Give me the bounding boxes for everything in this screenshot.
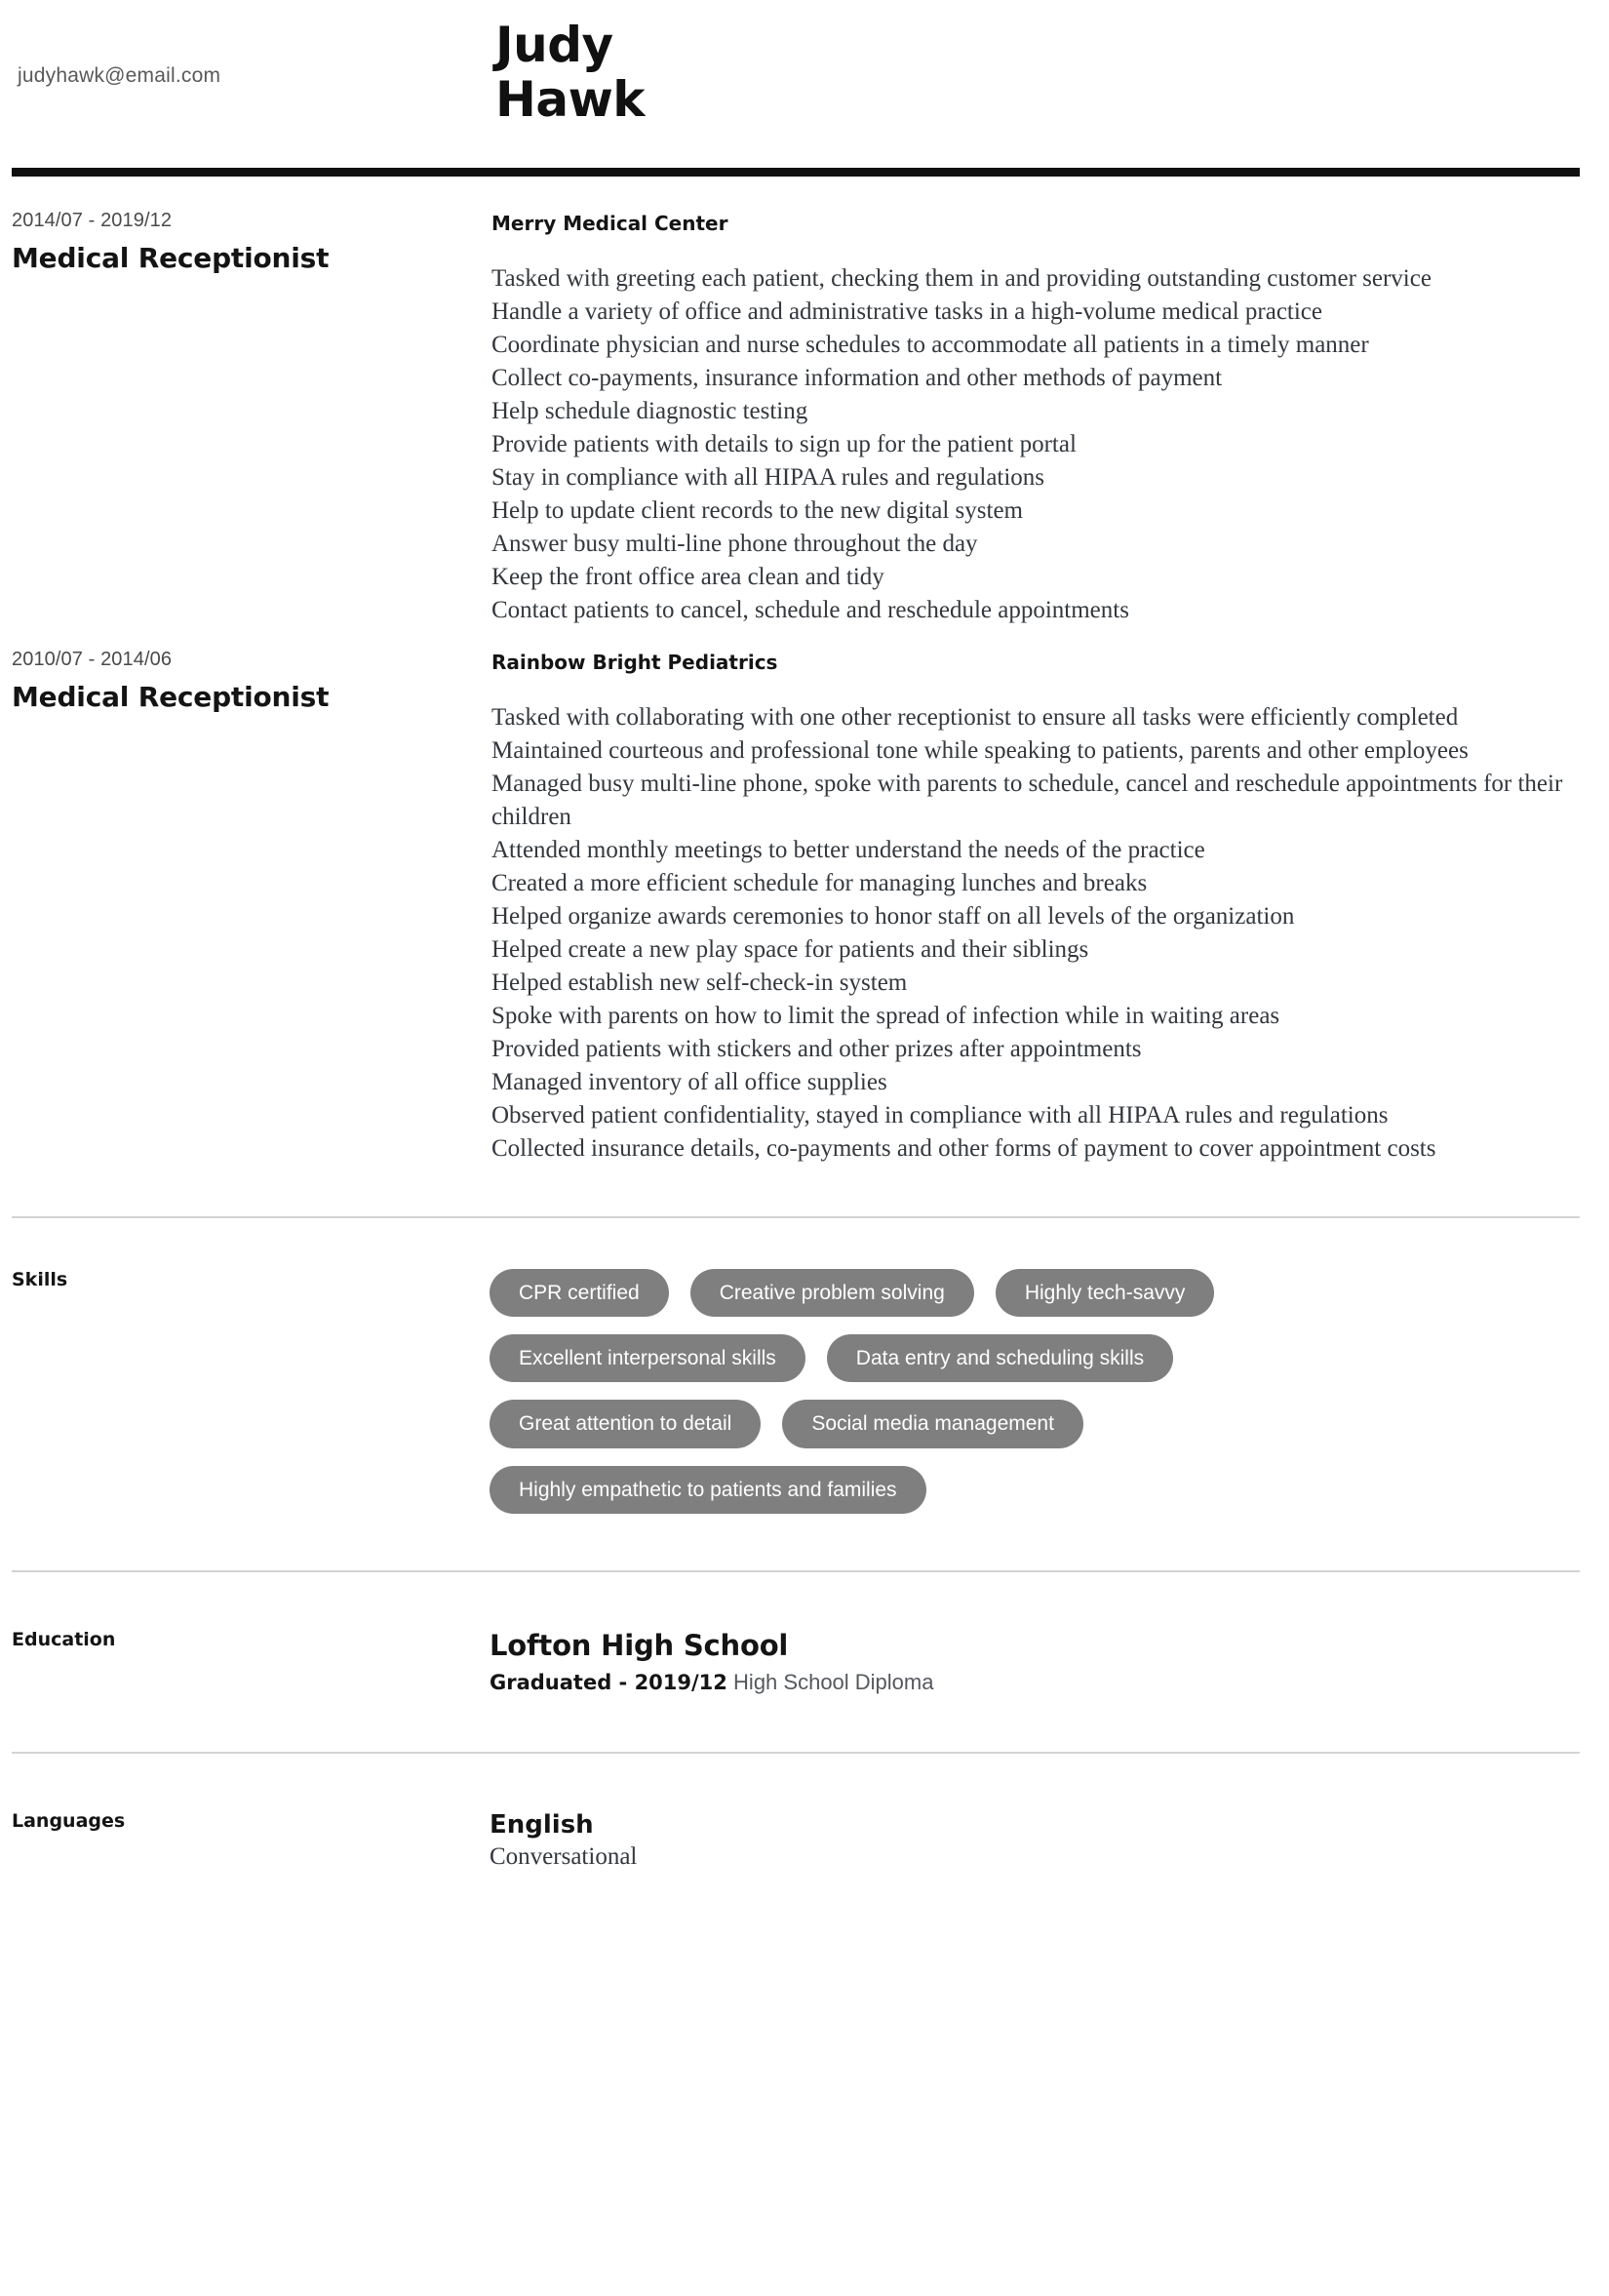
list-item: Help schedule diagnostic testing (491, 398, 808, 424)
degree-name: High School Diploma (733, 1669, 934, 1694)
experience-bullets (491, 701, 1580, 1166)
list-item: Spoke with parents on how to limit the spread of infection while in waiting areas (491, 1003, 1280, 1029)
experience-meta (12, 210, 490, 627)
experience-details (490, 649, 1580, 1166)
list-item: Coordinate physician and nurse schedules to accommodate all patients in a timely manner (491, 332, 1369, 358)
list-item: Keep the front office area clean and tidy (491, 564, 884, 590)
education-body (490, 1629, 1580, 1695)
skill-chip: CPR certified (490, 1269, 669, 1317)
list-item: Provide patients with details to sign up for the patient portal (491, 431, 1077, 457)
list-item: Tasked with collaborating with one other receptionist to ensure all tasks were efficiently completed (491, 704, 1459, 731)
first-name: Judy (495, 17, 613, 73)
list-item: Maintained courteous and professional tone while speaking to patients, parents and other employees (491, 737, 1469, 764)
skill-chip: Great attention to detail (490, 1400, 761, 1447)
list-item: Managed busy multi-line phone, spoke with parents to schedule, cancel and reschedule appointments for their children (491, 771, 1563, 830)
contact-block (18, 18, 486, 88)
candidate-name (486, 18, 1580, 127)
list-item: Attended monthly meetings to better understand the needs of the practice (491, 837, 1205, 863)
list-item: Tasked with greeting each patient, checking them in and providing outstanding customer service (491, 265, 1432, 292)
experience-item (12, 627, 1580, 1166)
list-item: Collected insurance details, co-payments and other forms of payment to cover appointment costs (491, 1135, 1436, 1162)
list-item: Helped establish new self-check-in system (491, 970, 908, 996)
language-name: English (490, 1809, 594, 1840)
education-section (0, 1572, 1609, 1695)
experience-dates: 2010/07 - 2014/06 (12, 649, 173, 670)
graduation-line (490, 1670, 1580, 1695)
skill-chip: Excellent interpersonal skills (490, 1334, 805, 1382)
languages-section (0, 1754, 1609, 1871)
skills-section (0, 1218, 1609, 1514)
list-item: Helped create a new play space for patients and their siblings (491, 936, 1089, 963)
school-name: Lofton High School (490, 1628, 789, 1662)
languages-body (490, 1810, 1580, 1871)
list-item: Created a more efficient schedule for managing lunches and breaks (491, 870, 1148, 896)
list-item: Helped organize awards ceremonies to honor staff on all levels of the organization (491, 903, 1295, 930)
experience-title: Medical Receptionist (12, 242, 330, 274)
experience-bullets (491, 262, 1580, 627)
language-level: Conversational (490, 1842, 638, 1870)
experience-item (12, 177, 1580, 627)
list-item: Observed patient confidentiality, stayed in compliance with all HIPAA rules and regulations (491, 1102, 1389, 1128)
list-item: Contact patients to cancel, schedule and reschedule appointments (491, 597, 1129, 623)
experience-dates: 2014/07 - 2019/12 (12, 210, 173, 231)
resume-header (0, 0, 1609, 146)
skills-body (490, 1269, 1580, 1514)
email-text: judyhawk@email.com (18, 64, 221, 87)
experience-section (0, 177, 1609, 1166)
list-item: Help to update client records to the new digital system (491, 497, 1023, 524)
list-item: Handle a variety of office and administrative tasks in a high-volume medical practice (491, 298, 1323, 325)
skill-chip: Highly empathetic to patients and families (490, 1466, 926, 1514)
graduation-date: Graduated - 2019/12 (490, 1670, 727, 1694)
last-name: Hawk (495, 71, 646, 128)
list-item: Answer busy multi-line phone throughout the day (491, 531, 978, 557)
experience-meta (12, 649, 490, 1166)
header-divider (12, 168, 1580, 177)
experience-details (490, 210, 1580, 627)
skills-label: Skills (12, 1269, 68, 1290)
skill-chip: Creative problem solving (690, 1269, 974, 1317)
list-item: Managed inventory of all office supplies (491, 1069, 887, 1095)
skill-chip: Data entry and scheduling skills (827, 1334, 1173, 1382)
list-item: Provided patients with stickers and other prizes after appointments (491, 1036, 1142, 1062)
skill-chip: Social media management (782, 1400, 1083, 1447)
languages-label: Languages (12, 1809, 126, 1832)
skills-chip-list (490, 1269, 1406, 1514)
experience-title: Medical Receptionist (12, 681, 330, 713)
skill-chip: Highly tech-savvy (996, 1269, 1215, 1317)
list-item: Stay in compliance with all HIPAA rules and regulations (491, 464, 1045, 491)
experience-company: Rainbow Bright Pediatrics (491, 651, 778, 674)
list-item: Collect co-payments, insurance information and other methods of payment (491, 365, 1223, 391)
experience-company: Merry Medical Center (491, 212, 728, 235)
education-label: Education (12, 1628, 116, 1650)
